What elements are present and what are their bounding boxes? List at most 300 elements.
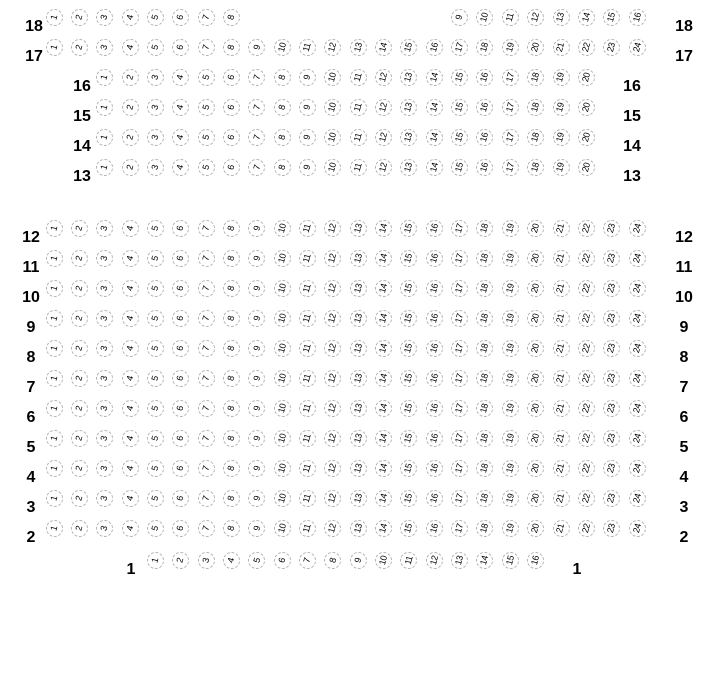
seat-row4-23[interactable] <box>603 460 620 477</box>
seat-row4-4[interactable] <box>122 460 139 477</box>
seat-row14-9[interactable] <box>299 129 316 146</box>
seat-row12-17[interactable] <box>451 220 468 237</box>
seat-row3-22[interactable] <box>578 490 595 507</box>
seat-row5-20[interactable] <box>527 430 544 447</box>
seat-row3-20[interactable] <box>527 490 544 507</box>
seat-row6-17[interactable] <box>451 400 468 417</box>
seat-row4-15[interactable] <box>400 460 417 477</box>
seat-row14-4[interactable] <box>172 129 189 146</box>
seat-row15-1[interactable] <box>96 99 113 116</box>
seat-row2-23[interactable] <box>603 520 620 537</box>
seat-row16-17[interactable] <box>502 69 519 86</box>
seat-row3-6[interactable] <box>172 490 189 507</box>
seat-row6-8[interactable] <box>223 400 240 417</box>
seat-row4-14[interactable] <box>375 460 392 477</box>
seat-row15-2[interactable] <box>122 99 139 116</box>
seat-row2-18[interactable] <box>476 520 493 537</box>
seat-row7-4[interactable] <box>122 370 139 387</box>
seat-row16-3[interactable] <box>147 69 164 86</box>
seat-row13-18[interactable] <box>527 159 544 176</box>
seat-row12-9[interactable] <box>248 220 265 237</box>
seat-row16-1[interactable] <box>96 69 113 86</box>
seat-row10-4[interactable] <box>122 280 139 297</box>
seat-row5-9[interactable] <box>248 430 265 447</box>
seat-row7-23[interactable] <box>603 370 620 387</box>
seat-row12-5[interactable] <box>147 220 164 237</box>
seat-row1-12[interactable] <box>426 552 443 569</box>
seat-row8-19[interactable] <box>502 340 519 357</box>
seat-row13-2[interactable] <box>122 159 139 176</box>
seat-row11-20[interactable] <box>527 250 544 267</box>
seat-row8-22[interactable] <box>578 340 595 357</box>
seat-row18-7[interactable] <box>198 9 215 26</box>
seat-row14-17[interactable] <box>502 129 519 146</box>
seat-row16-18[interactable] <box>527 69 544 86</box>
seat-row15-12[interactable] <box>375 99 392 116</box>
seat-row14-18[interactable] <box>527 129 544 146</box>
seat-row3-3[interactable] <box>96 490 113 507</box>
seat-row8-16[interactable] <box>426 340 443 357</box>
seat-row12-2[interactable] <box>71 220 88 237</box>
seat-row11-23[interactable] <box>603 250 620 267</box>
seat-row12-18[interactable] <box>476 220 493 237</box>
seat-row16-14[interactable] <box>426 69 443 86</box>
seat-row10-20[interactable] <box>527 280 544 297</box>
seat-row6-2[interactable] <box>71 400 88 417</box>
seat-row9-13[interactable] <box>350 310 367 327</box>
seat-row7-16[interactable] <box>426 370 443 387</box>
seat-row9-10[interactable] <box>274 310 291 327</box>
seat-row15-13[interactable] <box>400 99 417 116</box>
seat-row13-16[interactable] <box>476 159 493 176</box>
seat-row12-12[interactable] <box>324 220 341 237</box>
seat-row4-21[interactable] <box>553 460 570 477</box>
seat-row5-15[interactable] <box>400 430 417 447</box>
seat-row5-4[interactable] <box>122 430 139 447</box>
seat-row5-10[interactable] <box>274 430 291 447</box>
seat-row12-21[interactable] <box>553 220 570 237</box>
seat-row10-1[interactable] <box>46 280 63 297</box>
seat-row12-6[interactable] <box>172 220 189 237</box>
seat-row2-19[interactable] <box>502 520 519 537</box>
seat-row8-2[interactable] <box>71 340 88 357</box>
seat-row13-17[interactable] <box>502 159 519 176</box>
seat-row17-21[interactable] <box>553 39 570 56</box>
seat-row2-3[interactable] <box>96 520 113 537</box>
seat-row10-23[interactable] <box>603 280 620 297</box>
seat-row3-12[interactable] <box>324 490 341 507</box>
seat-row2-12[interactable] <box>324 520 341 537</box>
seat-row9-14[interactable] <box>375 310 392 327</box>
seat-row7-8[interactable] <box>223 370 240 387</box>
seat-row1-1[interactable] <box>147 552 164 569</box>
seat-row2-10[interactable] <box>274 520 291 537</box>
seat-row13-10[interactable] <box>324 159 341 176</box>
seat-row11-15[interactable] <box>400 250 417 267</box>
seat-row17-19[interactable] <box>502 39 519 56</box>
seat-row14-10[interactable] <box>324 129 341 146</box>
seat-row4-13[interactable] <box>350 460 367 477</box>
seat-row2-1[interactable] <box>46 520 63 537</box>
seat-row8-21[interactable] <box>553 340 570 357</box>
seat-row2-2[interactable] <box>71 520 88 537</box>
seat-row6-24[interactable] <box>629 400 646 417</box>
seat-row6-3[interactable] <box>96 400 113 417</box>
seat-row9-6[interactable] <box>172 310 189 327</box>
seat-row12-15[interactable] <box>400 220 417 237</box>
seat-row12-4[interactable] <box>122 220 139 237</box>
seat-row17-6[interactable] <box>172 39 189 56</box>
seat-row5-16[interactable] <box>426 430 443 447</box>
seat-row3-24[interactable] <box>629 490 646 507</box>
seat-row10-17[interactable] <box>451 280 468 297</box>
seat-row16-19[interactable] <box>553 69 570 86</box>
seat-row15-8[interactable] <box>274 99 291 116</box>
seat-row4-9[interactable] <box>248 460 265 477</box>
seat-row16-16[interactable] <box>476 69 493 86</box>
seat-row11-12[interactable] <box>324 250 341 267</box>
seat-row9-2[interactable] <box>71 310 88 327</box>
seat-row10-5[interactable] <box>147 280 164 297</box>
seat-row16-7[interactable] <box>248 69 265 86</box>
seat-row9-20[interactable] <box>527 310 544 327</box>
seat-row3-10[interactable] <box>274 490 291 507</box>
seat-row11-18[interactable] <box>476 250 493 267</box>
seat-row6-10[interactable] <box>274 400 291 417</box>
seat-row11-14[interactable] <box>375 250 392 267</box>
seat-row10-18[interactable] <box>476 280 493 297</box>
seat-row18-10[interactable] <box>476 9 493 26</box>
seat-row5-5[interactable] <box>147 430 164 447</box>
seat-row6-11[interactable] <box>299 400 316 417</box>
seat-row4-7[interactable] <box>198 460 215 477</box>
seat-row16-9[interactable] <box>299 69 316 86</box>
seat-row17-10[interactable] <box>274 39 291 56</box>
seat-row3-4[interactable] <box>122 490 139 507</box>
seat-row3-7[interactable] <box>198 490 215 507</box>
seat-row1-3[interactable] <box>198 552 215 569</box>
seat-row14-13[interactable] <box>400 129 417 146</box>
seat-row9-18[interactable] <box>476 310 493 327</box>
seat-row1-13[interactable] <box>451 552 468 569</box>
seat-row8-24[interactable] <box>629 340 646 357</box>
seat-row2-8[interactable] <box>223 520 240 537</box>
seat-row8-1[interactable] <box>46 340 63 357</box>
seat-row15-11[interactable] <box>350 99 367 116</box>
seat-row11-4[interactable] <box>122 250 139 267</box>
seat-row18-9[interactable] <box>451 9 468 26</box>
seat-row8-4[interactable] <box>122 340 139 357</box>
seat-row2-4[interactable] <box>122 520 139 537</box>
seat-row12-22[interactable] <box>578 220 595 237</box>
seat-row10-2[interactable] <box>71 280 88 297</box>
seat-row14-5[interactable] <box>198 129 215 146</box>
seat-row13-3[interactable] <box>147 159 164 176</box>
seat-row7-19[interactable] <box>502 370 519 387</box>
seat-row7-12[interactable] <box>324 370 341 387</box>
seat-row1-8[interactable] <box>324 552 341 569</box>
seat-row8-15[interactable] <box>400 340 417 357</box>
seat-row7-20[interactable] <box>527 370 544 387</box>
seat-row10-8[interactable] <box>223 280 240 297</box>
seat-row8-10[interactable] <box>274 340 291 357</box>
seat-row9-17[interactable] <box>451 310 468 327</box>
seat-row6-21[interactable] <box>553 400 570 417</box>
seat-row18-8[interactable] <box>223 9 240 26</box>
seat-row1-2[interactable] <box>172 552 189 569</box>
seat-row14-15[interactable] <box>451 129 468 146</box>
seat-row4-2[interactable] <box>71 460 88 477</box>
seat-row11-8[interactable] <box>223 250 240 267</box>
seat-row7-11[interactable] <box>299 370 316 387</box>
seat-row8-6[interactable] <box>172 340 189 357</box>
seat-row3-5[interactable] <box>147 490 164 507</box>
seat-row8-17[interactable] <box>451 340 468 357</box>
seat-row3-18[interactable] <box>476 490 493 507</box>
seat-row8-13[interactable] <box>350 340 367 357</box>
seat-row15-20[interactable] <box>578 99 595 116</box>
seat-row13-14[interactable] <box>426 159 443 176</box>
seat-row3-15[interactable] <box>400 490 417 507</box>
seat-row7-21[interactable] <box>553 370 570 387</box>
seat-row9-16[interactable] <box>426 310 443 327</box>
seat-row16-5[interactable] <box>198 69 215 86</box>
seat-row11-2[interactable] <box>71 250 88 267</box>
seat-row9-5[interactable] <box>147 310 164 327</box>
seat-row18-6[interactable] <box>172 9 189 26</box>
seat-row6-22[interactable] <box>578 400 595 417</box>
seat-row1-10[interactable] <box>375 552 392 569</box>
seat-row13-13[interactable] <box>400 159 417 176</box>
seat-row5-12[interactable] <box>324 430 341 447</box>
seat-row9-1[interactable] <box>46 310 63 327</box>
seat-row18-1[interactable] <box>46 9 63 26</box>
seat-row15-19[interactable] <box>553 99 570 116</box>
seat-row6-9[interactable] <box>248 400 265 417</box>
seat-row11-11[interactable] <box>299 250 316 267</box>
seat-row10-7[interactable] <box>198 280 215 297</box>
seat-row2-16[interactable] <box>426 520 443 537</box>
seat-row9-23[interactable] <box>603 310 620 327</box>
seat-row18-4[interactable] <box>122 9 139 26</box>
seat-row2-6[interactable] <box>172 520 189 537</box>
seat-row10-14[interactable] <box>375 280 392 297</box>
seat-row17-1[interactable] <box>46 39 63 56</box>
seat-row3-8[interactable] <box>223 490 240 507</box>
seat-row5-17[interactable] <box>451 430 468 447</box>
seat-row6-6[interactable] <box>172 400 189 417</box>
seat-row12-14[interactable] <box>375 220 392 237</box>
seat-row9-7[interactable] <box>198 310 215 327</box>
seat-row13-11[interactable] <box>350 159 367 176</box>
seat-row12-3[interactable] <box>96 220 113 237</box>
seat-row11-6[interactable] <box>172 250 189 267</box>
seat-row14-11[interactable] <box>350 129 367 146</box>
seat-row4-24[interactable] <box>629 460 646 477</box>
seat-row7-18[interactable] <box>476 370 493 387</box>
seat-row4-3[interactable] <box>96 460 113 477</box>
seat-row10-19[interactable] <box>502 280 519 297</box>
seat-row14-14[interactable] <box>426 129 443 146</box>
seat-row8-11[interactable] <box>299 340 316 357</box>
seat-row15-6[interactable] <box>223 99 240 116</box>
seat-row9-24[interactable] <box>629 310 646 327</box>
seat-row16-20[interactable] <box>578 69 595 86</box>
seat-row7-5[interactable] <box>147 370 164 387</box>
seat-row15-14[interactable] <box>426 99 443 116</box>
seat-row4-5[interactable] <box>147 460 164 477</box>
seat-row17-17[interactable] <box>451 39 468 56</box>
seat-row9-22[interactable] <box>578 310 595 327</box>
seat-row13-5[interactable] <box>198 159 215 176</box>
seat-row15-9[interactable] <box>299 99 316 116</box>
seat-row8-14[interactable] <box>375 340 392 357</box>
seat-row7-13[interactable] <box>350 370 367 387</box>
seat-row18-5[interactable] <box>147 9 164 26</box>
seat-row14-2[interactable] <box>122 129 139 146</box>
seat-row1-4[interactable] <box>223 552 240 569</box>
seat-row1-15[interactable] <box>502 552 519 569</box>
seat-row2-5[interactable] <box>147 520 164 537</box>
seat-row3-21[interactable] <box>553 490 570 507</box>
seat-row10-6[interactable] <box>172 280 189 297</box>
seat-row12-1[interactable] <box>46 220 63 237</box>
seat-row8-23[interactable] <box>603 340 620 357</box>
seat-row2-20[interactable] <box>527 520 544 537</box>
seat-row16-11[interactable] <box>350 69 367 86</box>
seat-row6-15[interactable] <box>400 400 417 417</box>
seat-row9-15[interactable] <box>400 310 417 327</box>
seat-row10-16[interactable] <box>426 280 443 297</box>
seat-row10-9[interactable] <box>248 280 265 297</box>
seat-row4-11[interactable] <box>299 460 316 477</box>
seat-row15-4[interactable] <box>172 99 189 116</box>
seat-row18-12[interactable] <box>527 9 544 26</box>
seat-row2-17[interactable] <box>451 520 468 537</box>
seat-row1-7[interactable] <box>299 552 316 569</box>
seat-row14-12[interactable] <box>375 129 392 146</box>
seat-row10-3[interactable] <box>96 280 113 297</box>
seat-row12-20[interactable] <box>527 220 544 237</box>
seat-row13-4[interactable] <box>172 159 189 176</box>
seat-row2-24[interactable] <box>629 520 646 537</box>
seat-row7-9[interactable] <box>248 370 265 387</box>
seat-row11-24[interactable] <box>629 250 646 267</box>
seat-row8-5[interactable] <box>147 340 164 357</box>
seat-row10-10[interactable] <box>274 280 291 297</box>
seat-row4-22[interactable] <box>578 460 595 477</box>
seat-row18-3[interactable] <box>96 9 113 26</box>
seat-row16-12[interactable] <box>375 69 392 86</box>
seat-row7-7[interactable] <box>198 370 215 387</box>
seat-row5-19[interactable] <box>502 430 519 447</box>
seat-row10-15[interactable] <box>400 280 417 297</box>
seat-row11-21[interactable] <box>553 250 570 267</box>
seat-row11-22[interactable] <box>578 250 595 267</box>
seat-row6-23[interactable] <box>603 400 620 417</box>
seat-row17-20[interactable] <box>527 39 544 56</box>
seat-row10-13[interactable] <box>350 280 367 297</box>
seat-row4-18[interactable] <box>476 460 493 477</box>
seat-row4-16[interactable] <box>426 460 443 477</box>
seat-row16-6[interactable] <box>223 69 240 86</box>
seat-row10-11[interactable] <box>299 280 316 297</box>
seat-row4-19[interactable] <box>502 460 519 477</box>
seat-row2-13[interactable] <box>350 520 367 537</box>
seat-row5-7[interactable] <box>198 430 215 447</box>
seat-row10-22[interactable] <box>578 280 595 297</box>
seat-row13-19[interactable] <box>553 159 570 176</box>
seat-row12-13[interactable] <box>350 220 367 237</box>
seat-row18-13[interactable] <box>553 9 570 26</box>
seat-row17-16[interactable] <box>426 39 443 56</box>
seat-row6-14[interactable] <box>375 400 392 417</box>
seat-row13-6[interactable] <box>223 159 240 176</box>
seat-row14-16[interactable] <box>476 129 493 146</box>
seat-row9-9[interactable] <box>248 310 265 327</box>
seat-row4-1[interactable] <box>46 460 63 477</box>
seat-row16-15[interactable] <box>451 69 468 86</box>
seat-row17-14[interactable] <box>375 39 392 56</box>
seat-row11-9[interactable] <box>248 250 265 267</box>
seat-row17-13[interactable] <box>350 39 367 56</box>
seat-row4-17[interactable] <box>451 460 468 477</box>
seat-row14-8[interactable] <box>274 129 291 146</box>
seat-row6-16[interactable] <box>426 400 443 417</box>
seat-row2-22[interactable] <box>578 520 595 537</box>
seat-row3-13[interactable] <box>350 490 367 507</box>
seat-row15-10[interactable] <box>324 99 341 116</box>
seat-row3-9[interactable] <box>248 490 265 507</box>
seat-row14-6[interactable] <box>223 129 240 146</box>
seat-row1-6[interactable] <box>274 552 291 569</box>
seat-row2-11[interactable] <box>299 520 316 537</box>
seat-row12-10[interactable] <box>274 220 291 237</box>
seat-row7-1[interactable] <box>46 370 63 387</box>
seat-row5-24[interactable] <box>629 430 646 447</box>
seat-row5-2[interactable] <box>71 430 88 447</box>
seat-row9-3[interactable] <box>96 310 113 327</box>
seat-row6-7[interactable] <box>198 400 215 417</box>
seat-row4-12[interactable] <box>324 460 341 477</box>
seat-row11-16[interactable] <box>426 250 443 267</box>
seat-row1-5[interactable] <box>248 552 265 569</box>
seat-row5-1[interactable] <box>46 430 63 447</box>
seat-row13-9[interactable] <box>299 159 316 176</box>
seat-row15-17[interactable] <box>502 99 519 116</box>
seat-row2-21[interactable] <box>553 520 570 537</box>
seat-row7-10[interactable] <box>274 370 291 387</box>
seat-row17-5[interactable] <box>147 39 164 56</box>
seat-row12-24[interactable] <box>629 220 646 237</box>
seat-row5-22[interactable] <box>578 430 595 447</box>
seat-row4-20[interactable] <box>527 460 544 477</box>
seat-row16-10[interactable] <box>324 69 341 86</box>
seat-row15-15[interactable] <box>451 99 468 116</box>
seat-row3-23[interactable] <box>603 490 620 507</box>
seat-row5-13[interactable] <box>350 430 367 447</box>
seat-row17-12[interactable] <box>324 39 341 56</box>
seat-row7-24[interactable] <box>629 370 646 387</box>
seat-row18-14[interactable] <box>578 9 595 26</box>
seat-row9-8[interactable] <box>223 310 240 327</box>
seat-row3-1[interactable] <box>46 490 63 507</box>
seat-row10-12[interactable] <box>324 280 341 297</box>
seat-row7-6[interactable] <box>172 370 189 387</box>
seat-row1-11[interactable] <box>400 552 417 569</box>
seat-row17-2[interactable] <box>71 39 88 56</box>
seat-row6-18[interactable] <box>476 400 493 417</box>
